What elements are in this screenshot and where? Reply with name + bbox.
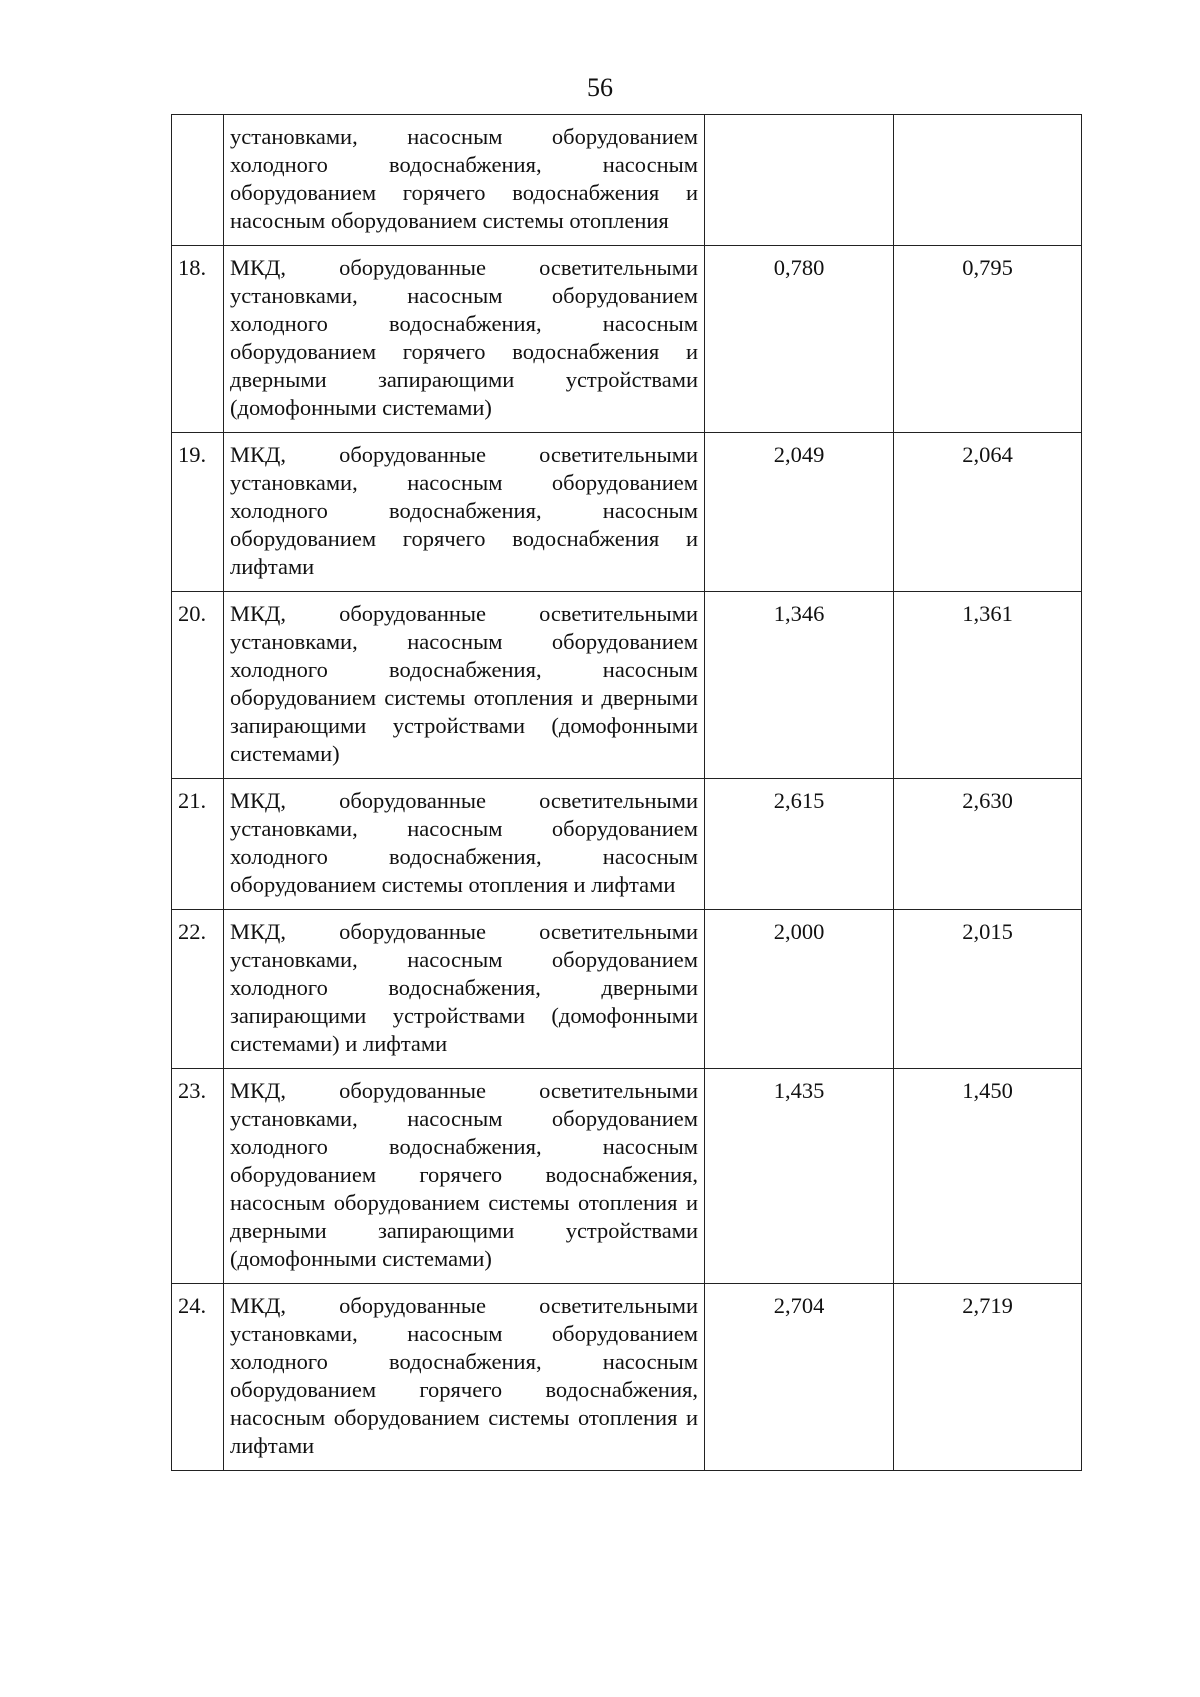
table-row [172, 115, 1082, 246]
row-description: установками, насосным оборудованием холодного водоснабжения, насосным оборудованием горячего водоснабжения и насосным оборудованием системы отопления [224, 115, 705, 246]
row-value-1 [705, 115, 894, 246]
table-row [172, 433, 1082, 592]
row-value-2: 2,015 [894, 910, 1082, 1069]
row-number: 18. [172, 246, 224, 433]
row-value-1: 2,704 [705, 1284, 894, 1471]
table-row [172, 246, 1082, 433]
row-description: МКД, оборудованные осветительными установками, насосным оборудованием холодного водоснабжения, насосным оборудованием горячего водоснабжения, насосным оборудованием системы отопления и дверными запирающими устройствами (домофонными системами) [224, 1069, 705, 1284]
row-number: 24. [172, 1284, 224, 1471]
row-number: 19. [172, 433, 224, 592]
row-number: 22. [172, 910, 224, 1069]
tariff-table [171, 114, 1082, 1471]
row-description: МКД, оборудованные осветительными установками, насосным оборудованием холодного водоснабжения, насосным оборудованием горячего водоснабжения, насосным оборудованием системы отопления и лифтами [224, 1284, 705, 1471]
row-value-2: 2,630 [894, 779, 1082, 910]
row-description: МКД, оборудованные осветительными установками, насосным оборудованием холодного водоснабжения, насосным оборудованием системы отопления и лифтами [224, 779, 705, 910]
row-number [172, 115, 224, 246]
row-number: 20. [172, 592, 224, 779]
row-value-2: 1,450 [894, 1069, 1082, 1284]
table-row [172, 1284, 1082, 1471]
row-number: 23. [172, 1069, 224, 1284]
row-value-2: 0,795 [894, 246, 1082, 433]
row-value-2 [894, 115, 1082, 246]
row-value-1: 1,435 [705, 1069, 894, 1284]
row-description: МКД, оборудованные осветительными установками, насосным оборудованием холодного водоснабжения, насосным оборудованием горячего водоснабжения и дверными запирающими устройствами (домофонными системами) [224, 246, 705, 433]
page-number: 56 [587, 73, 613, 102]
table-row [172, 1069, 1082, 1284]
row-value-2: 1,361 [894, 592, 1082, 779]
row-value-1: 2,049 [705, 433, 894, 592]
row-value-2: 2,064 [894, 433, 1082, 592]
row-number: 21. [172, 779, 224, 910]
row-description: МКД, оборудованные осветительными установками, насосным оборудованием холодного водоснабжения, насосным оборудованием системы отопления и дверными запирающими устройствами (домофонными системами) [224, 592, 705, 779]
row-description: МКД, оборудованные осветительными установками, насосным оборудованием холодного водоснабжения, дверными запирающими устройствами (домофонными системами) и лифтами [224, 910, 705, 1069]
table-row [172, 779, 1082, 910]
row-value-1: 0,780 [705, 246, 894, 433]
row-value-1: 2,615 [705, 779, 894, 910]
row-value-1: 1,346 [705, 592, 894, 779]
table-row [172, 592, 1082, 779]
row-value-2: 2,719 [894, 1284, 1082, 1471]
table-row [172, 910, 1082, 1069]
row-value-1: 2,000 [705, 910, 894, 1069]
row-description: МКД, оборудованные осветительными установками, насосным оборудованием холодного водоснабжения, насосным оборудованием горячего водоснабжения и лифтами [224, 433, 705, 592]
